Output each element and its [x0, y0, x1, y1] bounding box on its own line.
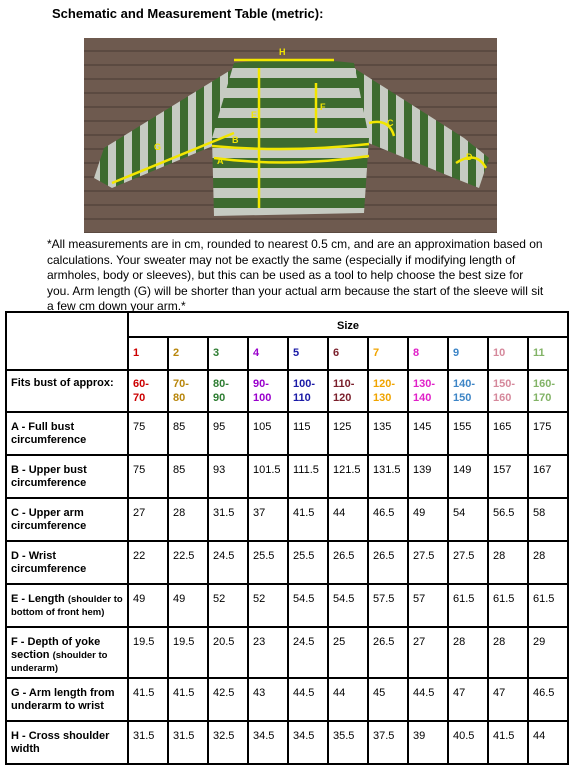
table-row	[6, 412, 568, 455]
row-label-text: H - Cross shoulder width	[11, 730, 110, 755]
table-cell: 95	[208, 412, 248, 455]
table-cell: 22	[128, 541, 168, 584]
table-cell: 44	[528, 721, 568, 764]
label-c: C	[387, 118, 394, 128]
table-cell: 20.5	[208, 627, 248, 678]
table-cell: 26.5	[328, 541, 368, 584]
table-cell: 27.5	[408, 541, 448, 584]
table-cell: 167	[528, 455, 568, 498]
table-cell: 41.5	[488, 721, 528, 764]
label-b: B	[232, 135, 239, 145]
table-cell: 61.5	[488, 584, 528, 627]
row-label	[6, 541, 128, 584]
table-row	[6, 584, 568, 627]
label-f: F	[320, 102, 326, 112]
bust-value: 160- 170	[528, 370, 568, 412]
table-cell: 34.5	[288, 721, 328, 764]
table-cell: 49	[168, 584, 208, 627]
measurement-note: *All measurements are in cm, rounded to nearest 0.5 cm, and are an approximation based on calculations. Your sweater may not be exactly the same (especially if modifying length of armholes, body or sleeves), but this can be used as a tool to help choose the best size for you. Arm length (G) will be shorter than your actual arm because the start of the sleeve will sit a few cm down your arm.*	[47, 237, 544, 313]
table-cell: 115	[288, 412, 328, 455]
table-cell: 25	[328, 627, 368, 678]
table-cell: 85	[168, 455, 208, 498]
table-cell: 121.5	[328, 455, 368, 498]
table-cell: 26.5	[368, 541, 408, 584]
bust-row	[6, 370, 568, 412]
table-cell: 25.5	[248, 541, 288, 584]
table-cell: 35.5	[328, 721, 368, 764]
table-cell: 37	[248, 498, 288, 541]
table-cell: 25.5	[288, 541, 328, 584]
table-cell: 44.5	[408, 678, 448, 721]
bust-label: Fits bust of approx:	[6, 370, 128, 412]
bust-value: 80- 90	[208, 370, 248, 412]
table-cell: 149	[448, 455, 488, 498]
table-cell: 23	[248, 627, 288, 678]
table-cell: 28	[168, 498, 208, 541]
size-label: 10	[488, 337, 528, 370]
bust-value: 70- 80	[168, 370, 208, 412]
table-row	[6, 721, 568, 764]
size-header: Size	[128, 312, 568, 337]
table-cell: 29	[528, 627, 568, 678]
row-label-note: (shoulder to underarm)	[11, 650, 108, 674]
table-cell: 49	[408, 498, 448, 541]
table-cell: 31.5	[168, 721, 208, 764]
row-label	[6, 455, 128, 498]
table-cell: 19.5	[168, 627, 208, 678]
table-row	[6, 541, 568, 584]
table-cell: 47	[448, 678, 488, 721]
row-label-text: C - Upper arm circumference	[11, 507, 87, 532]
table-cell: 58	[528, 498, 568, 541]
table-cell: 46.5	[528, 678, 568, 721]
table-cell: 54	[448, 498, 488, 541]
table-cell: 101.5	[248, 455, 288, 498]
table-cell: 41.5	[288, 498, 328, 541]
table-cell: 131.5	[368, 455, 408, 498]
row-label	[6, 412, 128, 455]
table-cell: 37.5	[368, 721, 408, 764]
table-cell: 57	[408, 584, 448, 627]
bust-value: 150- 160	[488, 370, 528, 412]
size-label: 2	[168, 337, 208, 370]
table-cell: 57.5	[368, 584, 408, 627]
bust-value: 140- 150	[448, 370, 488, 412]
table-cell: 28	[488, 541, 528, 584]
measurement-table	[5, 311, 569, 765]
table-cell: 93	[208, 455, 248, 498]
table-cell: 75	[128, 455, 168, 498]
label-e: E	[251, 110, 258, 120]
table-cell: 85	[168, 412, 208, 455]
table-cell: 125	[328, 412, 368, 455]
size-label: 7	[368, 337, 408, 370]
size-label: 11	[528, 337, 568, 370]
size-label: 4	[248, 337, 288, 370]
size-label: 5	[288, 337, 328, 370]
table-cell: 56.5	[488, 498, 528, 541]
table-cell: 42.5	[208, 678, 248, 721]
table-cell: 34.5	[248, 721, 288, 764]
table-cell: 139	[408, 455, 448, 498]
table-cell: 46.5	[368, 498, 408, 541]
sweater-schematic-photo	[84, 38, 497, 233]
table-cell: 75	[128, 412, 168, 455]
label-h: H	[279, 47, 286, 57]
table-cell: 49	[128, 584, 168, 627]
table-cell: 27	[128, 498, 168, 541]
size-label: 3	[208, 337, 248, 370]
table-cell: 175	[528, 412, 568, 455]
page-heading: Schematic and Measurement Table (metric):	[52, 6, 324, 21]
size-label: 9	[448, 337, 488, 370]
table-cell: 43	[248, 678, 288, 721]
row-label-text: A - Full bust circumference	[11, 421, 87, 446]
table-cell: 165	[488, 412, 528, 455]
table-cell: 26.5	[368, 627, 408, 678]
table-cell: 44	[328, 678, 368, 721]
row-label-text: E - Length	[11, 593, 65, 605]
table-row	[6, 498, 568, 541]
size-label: 1	[128, 337, 168, 370]
table-cell: 27.5	[448, 541, 488, 584]
row-label-note: (shoulder to bottom of front hem)	[11, 594, 123, 618]
table-cell: 54.5	[288, 584, 328, 627]
corner-cell	[6, 312, 128, 370]
table-cell: 61.5	[528, 584, 568, 627]
table-cell: 105	[248, 412, 288, 455]
table-row	[6, 627, 568, 678]
label-d: D	[466, 152, 473, 162]
table-cell: 44	[328, 498, 368, 541]
table-cell: 28	[488, 627, 528, 678]
table-cell: 19.5	[128, 627, 168, 678]
table-cell: 22.5	[168, 541, 208, 584]
table-cell: 28	[448, 627, 488, 678]
table-cell: 27	[408, 627, 448, 678]
label-a: A	[217, 156, 224, 166]
table-cell: 47	[488, 678, 528, 721]
row-label	[6, 627, 128, 678]
row-label	[6, 678, 128, 721]
table-cell: 45	[368, 678, 408, 721]
table-cell: 39	[408, 721, 448, 764]
table-row	[6, 678, 568, 721]
size-label: 6	[328, 337, 368, 370]
row-label	[6, 498, 128, 541]
row-label-text: G - Arm length from underarm to wrist	[11, 687, 115, 712]
bust-value: 60- 70	[128, 370, 168, 412]
table-cell: 40.5	[448, 721, 488, 764]
table-cell: 41.5	[168, 678, 208, 721]
row-label-text: D - Wrist circumference	[11, 550, 87, 575]
table-cell: 52	[248, 584, 288, 627]
table-cell: 28	[528, 541, 568, 584]
table-cell: 41.5	[128, 678, 168, 721]
table-cell: 157	[488, 455, 528, 498]
table-cell: 145	[408, 412, 448, 455]
table-cell: 32.5	[208, 721, 248, 764]
table-cell: 155	[448, 412, 488, 455]
table-cell: 31.5	[208, 498, 248, 541]
table-cell: 52	[208, 584, 248, 627]
row-label-text: F - Depth of yoke section	[11, 636, 101, 661]
row-label	[6, 721, 128, 764]
bust-value: 110- 120	[328, 370, 368, 412]
table-cell: 31.5	[128, 721, 168, 764]
table-cell: 61.5	[448, 584, 488, 627]
bust-value: 100- 110	[288, 370, 328, 412]
table-cell: 135	[368, 412, 408, 455]
row-label	[6, 584, 128, 627]
table-cell: 24.5	[288, 627, 328, 678]
size-label: 8	[408, 337, 448, 370]
table-row	[6, 455, 568, 498]
table-cell: 111.5	[288, 455, 328, 498]
bust-value: 90- 100	[248, 370, 288, 412]
label-g: G	[154, 142, 162, 152]
table-cell: 44.5	[288, 678, 328, 721]
bust-value: 120- 130	[368, 370, 408, 412]
table-cell: 54.5	[328, 584, 368, 627]
row-label-text: B - Upper bust circumference	[11, 464, 87, 489]
bust-value: 130- 140	[408, 370, 448, 412]
table-cell: 24.5	[208, 541, 248, 584]
